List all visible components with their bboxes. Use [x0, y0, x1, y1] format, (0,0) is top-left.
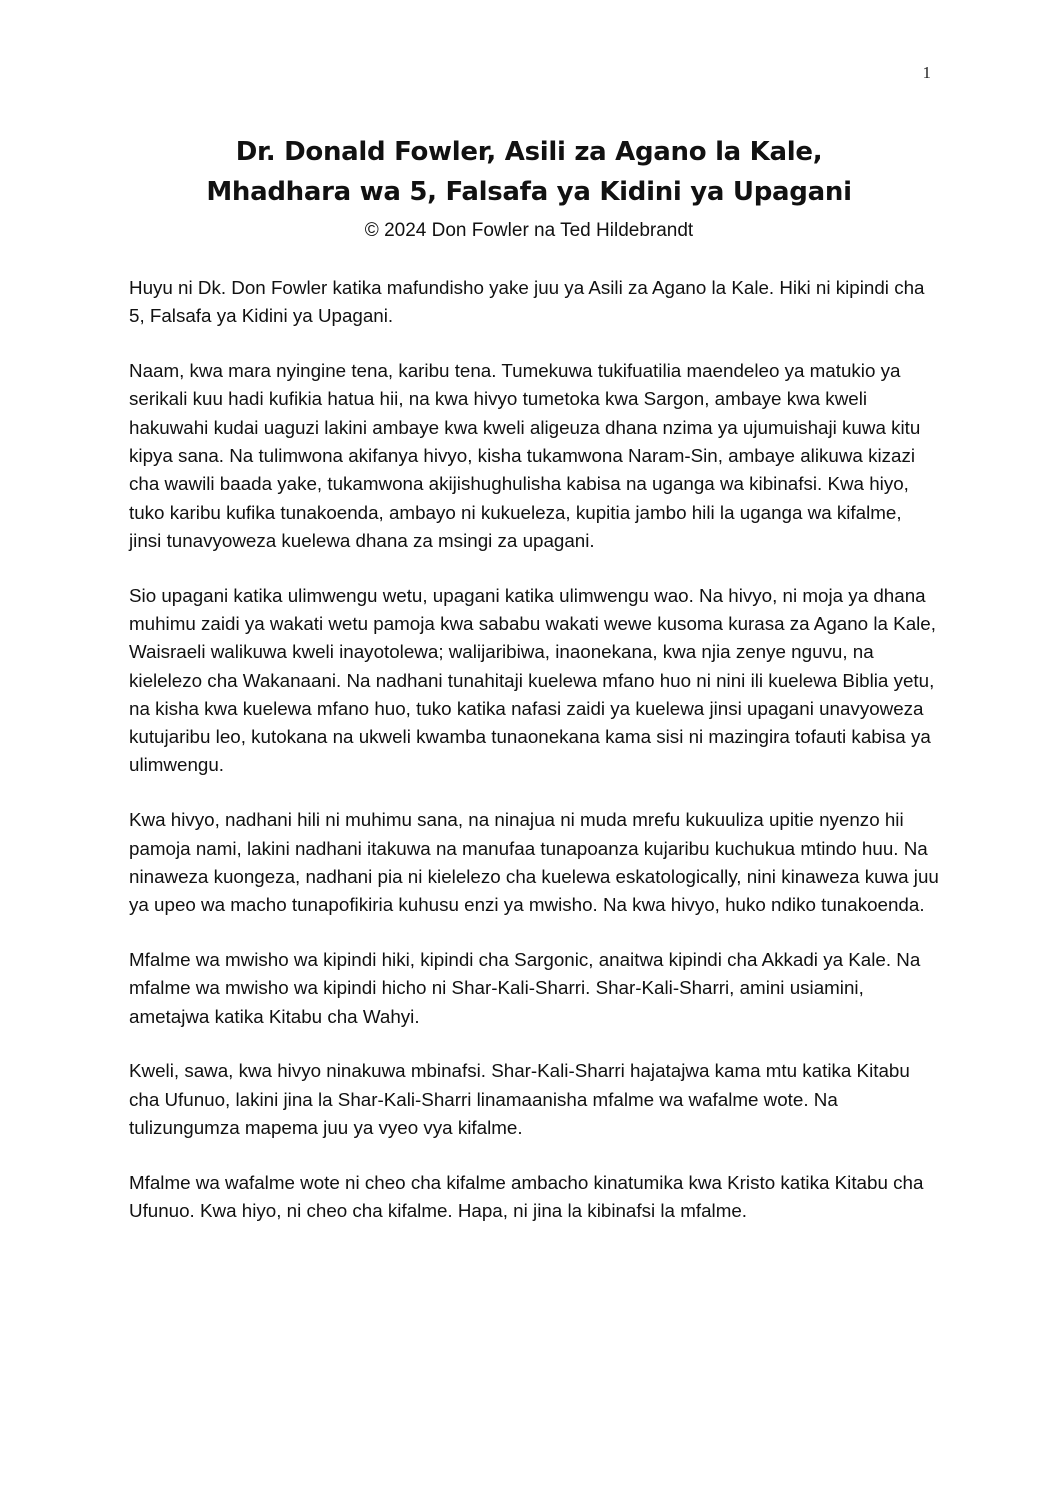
- paragraph: Kweli, sawa, kwa hivyo ninakuwa mbinafsi. Shar-Kali-Sharri hajatajwa kama mtu katika Kitabu cha Ufunuo, lakini jina la Shar-Kali-Sharri linamaanisha mfalme wa wafalme wote. Na tulizungumza mapema juu ya vyeo vya kifalme.: [129, 1060, 910, 1138]
- title-line-2: Mhadhara wa 5, Falsafa ya Kidini ya Upagani: [206, 177, 852, 207]
- copyright-notice: © 2024 Don Fowler na Ted Hildebrandt: [364, 220, 694, 241]
- paragraph: Naam, kwa mara nyingine tena, karibu tena. Tumekuwa tukifuatilia maendeleo ya matukio ya serikali kuu hadi kufikia hatua hii, na kwa hivyo tumetoka kwa Sargon, ambaye kwa kweli hakuwahi kudai uaguzi lakini ambaye kwa kweli aligeuza dhana nzima ya ujumuishaji kuwa kitu kipya sana. Na tulimwona akifanya hivyo, kisha tukamwona Naram-Sin, ambaye alikuwa kizazi cha wawili baada yake, tukamwona akijishughulisha kabisa na uganga wa kibinafsi. Kwa hiyo, tuko karibu kufika tunakoenda, ambayo ni kukueleza, kupitia jambo hili la uganga wa kifalme, jinsi tunavyoweza kuelewa dhana za msingi za upagani.: [129, 360, 921, 551]
- paragraph: Sio upagani katika ulimwengu wetu, upagani katika ulimwengu wao. Na hivyo, ni moja ya dhana muhimu zaidi ya wakati wetu pamoja kwa sababu wakati wewe kusoma kurasa za Agano la Kale, Waisraeli walikuwa kweli inayotolewa; walijaribiwa, inaonekana, kwa njia zenye nguvu, na kielelezo cha Wakanaani. Na nadhani tunahitaji kuelewa mfano huo ni nini ili kuelewa Biblia yetu, na kisha kwa kuelewa mfano huo, tuko katika nafasi zaidi ya kuelewa jinsi upagani unavyoweza kutujaribu leo, kutokana na ukweli kwamba tunaonekana kama sisi ni mazingira tofauti kabisa ya ulimwengu.: [129, 584, 936, 776]
- paragraph: Mfalme wa wafalme wote ni cheo cha kifalme ambacho kinatumika kwa Kristo katika Kitabu cha Ufunuo. Kwa hiyo, ni cheo cha kifalme. Hapa, ni jina la kibinafsi la mfalme.: [129, 1171, 924, 1222]
- page-number: 1: [922, 63, 931, 82]
- document-body: [129, 274, 939, 1252]
- document-title: [100, 132, 958, 212]
- title-line-1: Dr. Donald Fowler, Asili za Agano la Kale,: [235, 137, 823, 167]
- paragraph: Kwa hivyo, nadhani hili ni muhimu sana, na ninajua ni muda mrefu kukuuliza upitie nyenzo hii pamoja nami, lakini nadhani itakuwa na manufaa tunapoanza kujaribu kuchukua mtindo huu. Na ninaweza kuongeza, nadhani pia ni kielelezo cha kuelewa eskatologically, nini kinaweza kuwa juu ya upeo wa macho tunapofikiria kuhusu enzi ya mwisho. Na kwa hivyo, huko ndiko tunakoenda.: [129, 809, 939, 916]
- paragraph: Huyu ni Dk. Don Fowler katika mafundisho yake juu ya Asili za Agano la Kale. Hiki ni kipindi cha 5, Falsafa ya Kidini ya Upagani.: [129, 277, 925, 327]
- paragraph: Mfalme wa mwisho wa kipindi hiki, kipindi cha Sargonic, anaitwa kipindi cha Akkadi ya Kale. Na mfalme wa mwisho wa kipindi hicho ni Shar-Kali-Sharri. Shar-Kali-Sharri, amini usiamini, ametajwa katika Kitabu cha Wahyi.: [129, 948, 921, 1027]
